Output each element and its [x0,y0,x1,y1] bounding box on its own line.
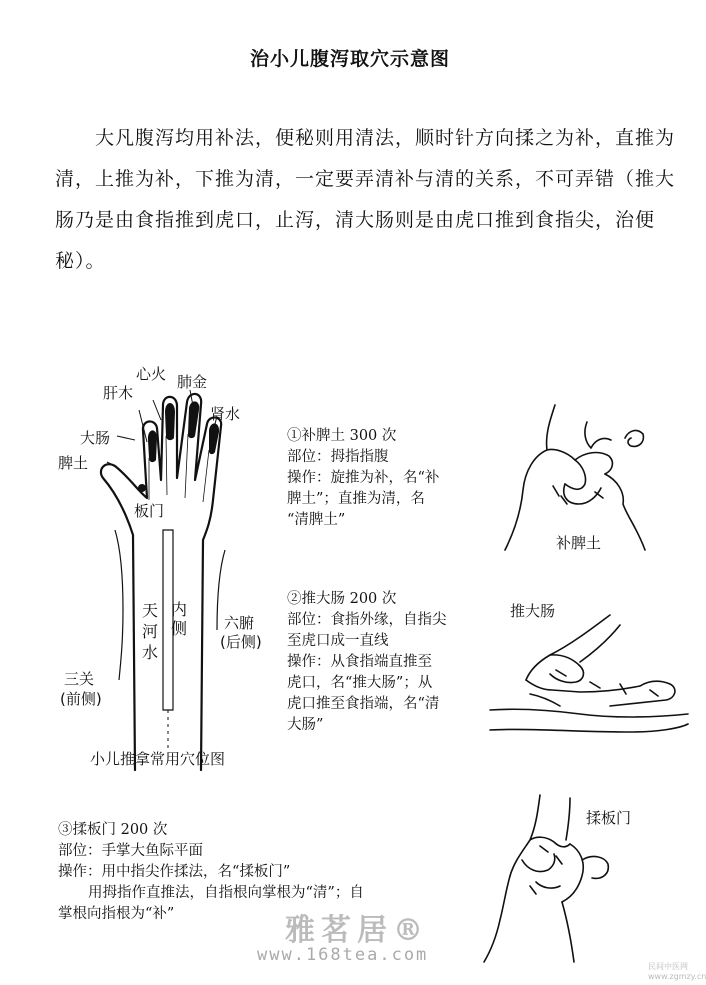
label-liufu-side: (后侧) [220,633,262,651]
banmen-point [138,484,146,492]
step-2-method-line: 大肠” [287,717,324,733]
label-heart: 心火 [136,365,167,383]
label-kidney: 肾水 [210,405,241,423]
illustration-tuidachang [490,610,690,740]
step-2-method-line: 虎口，名“推大肠”；从 [287,675,433,691]
step-3-method-line: 掌根向指根为“补” [58,906,175,922]
label-banmen: 板门 [134,502,165,520]
hand-outline [101,394,221,770]
label-liufu: 六腑 [224,614,255,632]
illustration-2-caption: 推大肠 [510,602,556,620]
label-large-intestine: 大肠 [80,429,111,447]
illustration-1-caption: 补脾土 [556,534,602,552]
hand-diagram [95,380,265,770]
step-1-method-line: 脾土”；直推为清，名 [287,491,425,507]
step-1-method-line: 操作：旋推为补，名“补 [287,470,440,486]
step-3-heading: ③揉板门 200 次 [58,822,168,838]
step-1 [287,426,439,531]
corner-watermark-line: www.zgmzy.cn [648,972,706,981]
step-2-method-line: 操作：从食指端直推至 [287,654,432,670]
intro-text: 大凡腹泻均用补法，便秘则用清法，顺时针方向揉之为补，直推为清，上推为补，下推为清，一定要弄清补与清的关系，不可弄错（推大肠乃是由食指推到虎口，止泻，清大肠则是由虎口推到食指尖，治便秘）。 [55,127,676,272]
step-1-heading: ①补脾土 300 次 [287,428,397,444]
step-2-location-line: 部位：食指外缘，自指尖 [287,612,447,628]
step-3-location: 部位：手掌大鱼际平面 [58,843,203,859]
finger-tip-index [148,430,157,462]
page-title: 治小儿腹泻取穴示意图 [249,48,450,70]
step-3-method-line: 操作：用中指尖作揉法，名“揉板门” [58,864,291,880]
finger-tip-middle [165,403,175,440]
label-sanguan-side: (前侧) [60,690,102,708]
watermark-logo: 雅茗居® [285,913,429,948]
finger-tip-ring [188,401,199,438]
intro-paragraph [55,118,675,282]
illustration-3-caption: 揉板门 [586,809,632,827]
hand-diagram-caption: 小儿推拿常用穴位图 [90,750,226,768]
step-2 [287,589,447,736]
watermark-url: www.168tea.com [257,945,429,965]
corner-watermark [648,962,706,982]
step-2-location-line: 至虎口成一直线 [287,633,389,649]
label-lung: 肺金 [177,373,208,391]
label-liver: 肝木 [103,384,134,402]
step-2-heading: ②推大肠 200 次 [287,591,397,607]
step-1-method-line: “清脾土” [287,512,346,528]
label-spleen: 脾土 [58,454,89,472]
label-tianheshui: 天河水 [141,601,158,662]
step-3-method-line: 用拇指作直推法，自指根向掌根为“清”；自 [88,885,364,901]
step-2-method-line: 虎口推至食指端，名“清 [287,696,440,712]
label-sanguan: 三关 [64,670,95,688]
step-1-location: 部位：拇指指腹 [287,449,389,465]
label-inner-side: 内侧 [171,600,188,638]
corner-watermark-line: 民间中医网 [648,962,688,971]
